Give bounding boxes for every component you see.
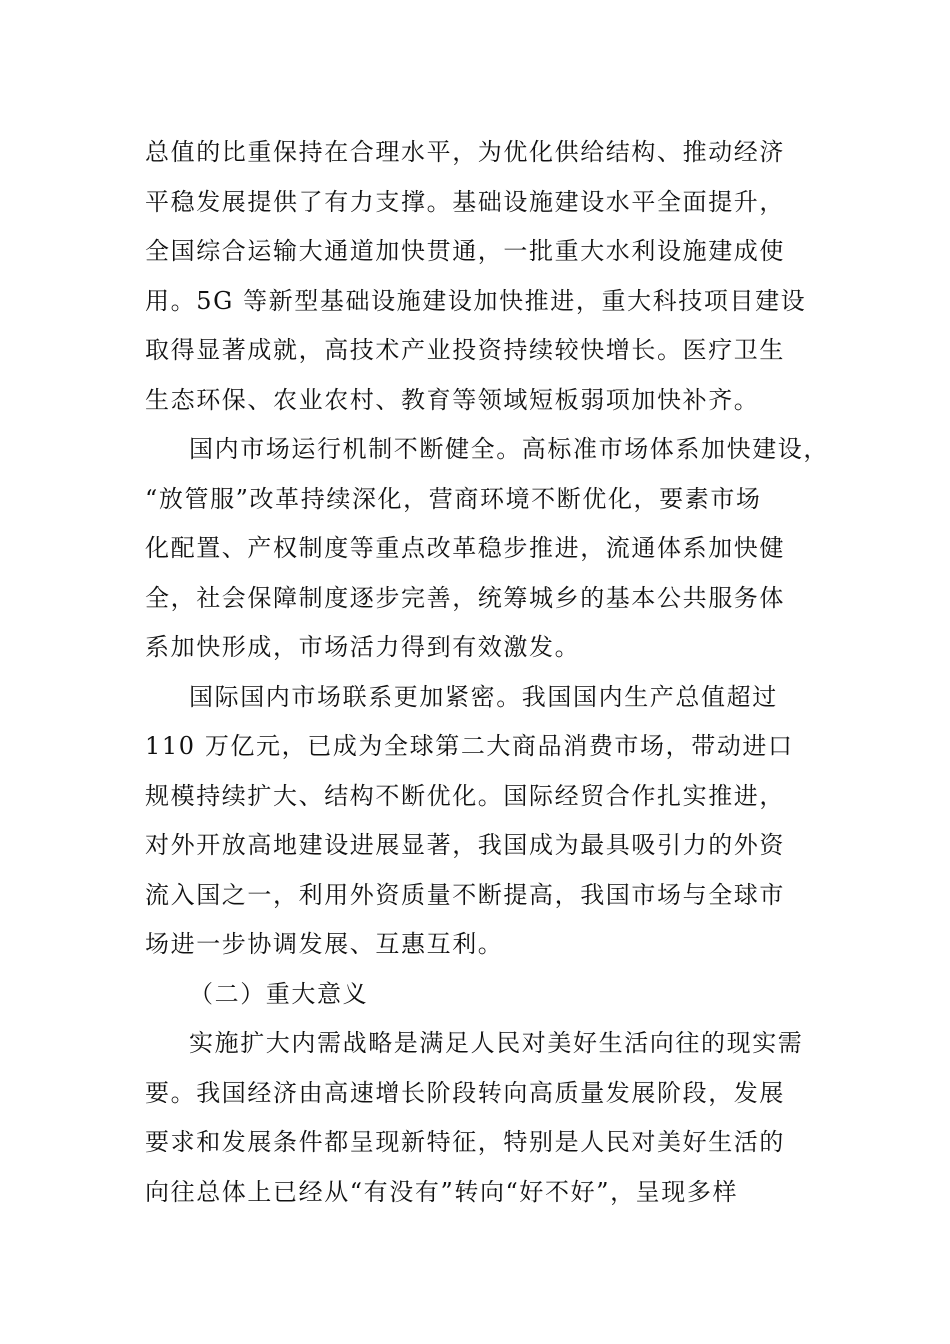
text-line: 要。我国经济由高速增长阶段转向高质量发展阶段，发展 <box>145 1078 785 1107</box>
text-line: 国内市场运行机制不断健全。高标准市场体系加快建设， <box>189 435 829 463</box>
text-line: 规模持续扩大、结构不断优化。国际经贸合作扎实推进， <box>145 781 785 810</box>
text-line: 110 万亿元，已成为全球第二大商品消费市场，带动进口 <box>145 732 794 760</box>
text-line: 总值的比重保持在合理水平，为优化供给结构、推动经济 <box>145 138 785 166</box>
text-line: 平稳发展提供了有力支撑。基础设施建设水平全面提升， <box>145 187 785 216</box>
text-line: 全，社会保障制度逐步完善，统筹城乡的基本公共服务体 <box>145 583 785 612</box>
text-line: 流入国之一，利用外资质量不断提高，我国市场与全球市 <box>145 880 785 909</box>
text-line: 用。5G 等新型基础设施建设加快推进，重大科技项目建设 <box>145 286 807 315</box>
text-line: （二）重大意义 <box>189 979 369 1008</box>
text-line: 场进一步协调发展、互惠互利。 <box>145 930 504 958</box>
text-line: 系加快形成，市场活力得到有效激发。 <box>145 633 581 661</box>
text-line: 化配置、产权制度等重点改革稳步推进，流通体系加快健 <box>145 534 785 562</box>
text-line: 全国综合运输大通道加快贯通，一批重大水利设施建成使 <box>145 237 785 265</box>
body-text <box>145 128 829 1217</box>
text-line: 实施扩大内需战略是满足人民对美好生活向往的现实需 <box>189 1029 804 1057</box>
text-line: 对外开放高地建设进展显著，我国成为最具吸引力的外资 <box>145 831 785 859</box>
text-line: 国际国内市场联系更加紧密。我国国内生产总值超过 <box>189 682 778 711</box>
text-line: “放管服”改革持续深化，营商环境不断优化，要素市场 <box>145 484 762 513</box>
text-line: 取得显著成就，高技术产业投资持续较快增长。医疗卫生 <box>145 336 785 364</box>
text-line: 要求和发展条件都呈现新特征，特别是人民对美好生活的 <box>145 1128 785 1156</box>
text-line: 向往总体上已经从“有没有”转向“好不好”，呈现多样 <box>145 1177 739 1206</box>
text-line: 生态环保、农业农村、教育等领域短板弱项加快补齐。 <box>145 385 760 414</box>
